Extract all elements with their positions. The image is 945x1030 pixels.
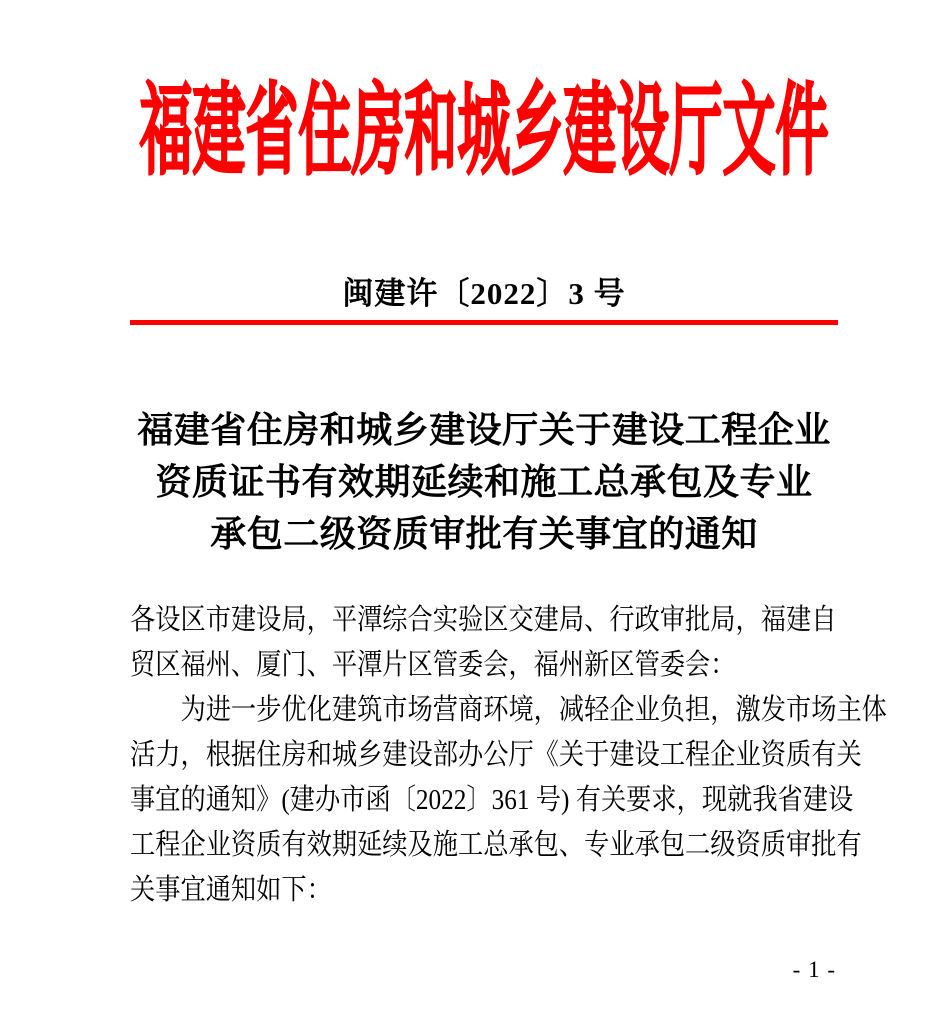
body-text-line: 各设区市建设局，平潭综合实验区交建局、行政审批局，福建自 (130, 604, 837, 636)
document-title-line: 资质证书有效期延续和施工总承包及专业 (155, 461, 813, 502)
body-text-line: 工程企业资质有效期延续及施工总承包、专业承包二级资质审批有 (130, 829, 862, 861)
document-content (130, 0, 887, 1030)
document-title (130, 404, 838, 560)
letterhead (130, 75, 838, 187)
letterhead-title: 福建省住房和城乡建设厅文件 (139, 75, 829, 187)
document-body (130, 598, 887, 913)
body-text-line: 贸区福州、厦门、平潭片区管委会，福州新区管委会： (130, 649, 736, 681)
red-divider-line (130, 320, 838, 325)
document-title-line: 承包二级资质审批有关事宜的通知 (210, 513, 758, 554)
document-number: 闽建许〔2022〕3 号 (342, 276, 626, 311)
page-number: - 1 - (792, 957, 836, 982)
body-text-line: 事宜的通知》(建办市函〔2022〕361 号) 有关要求，现就我省建设 (130, 784, 854, 816)
body-text-line: 活力，根据住房和城乡建设部办公厅《关于建设工程企业资质有关 (130, 739, 862, 771)
body-text-line: 关事宜通知如下： (130, 874, 332, 906)
document-title-line: 福建省住房和城乡建设厅关于建设工程企业 (137, 409, 831, 450)
body-text-line: 为进一步优化建筑市场营商环境，减轻企业负担，激发市场主体 (130, 694, 887, 726)
